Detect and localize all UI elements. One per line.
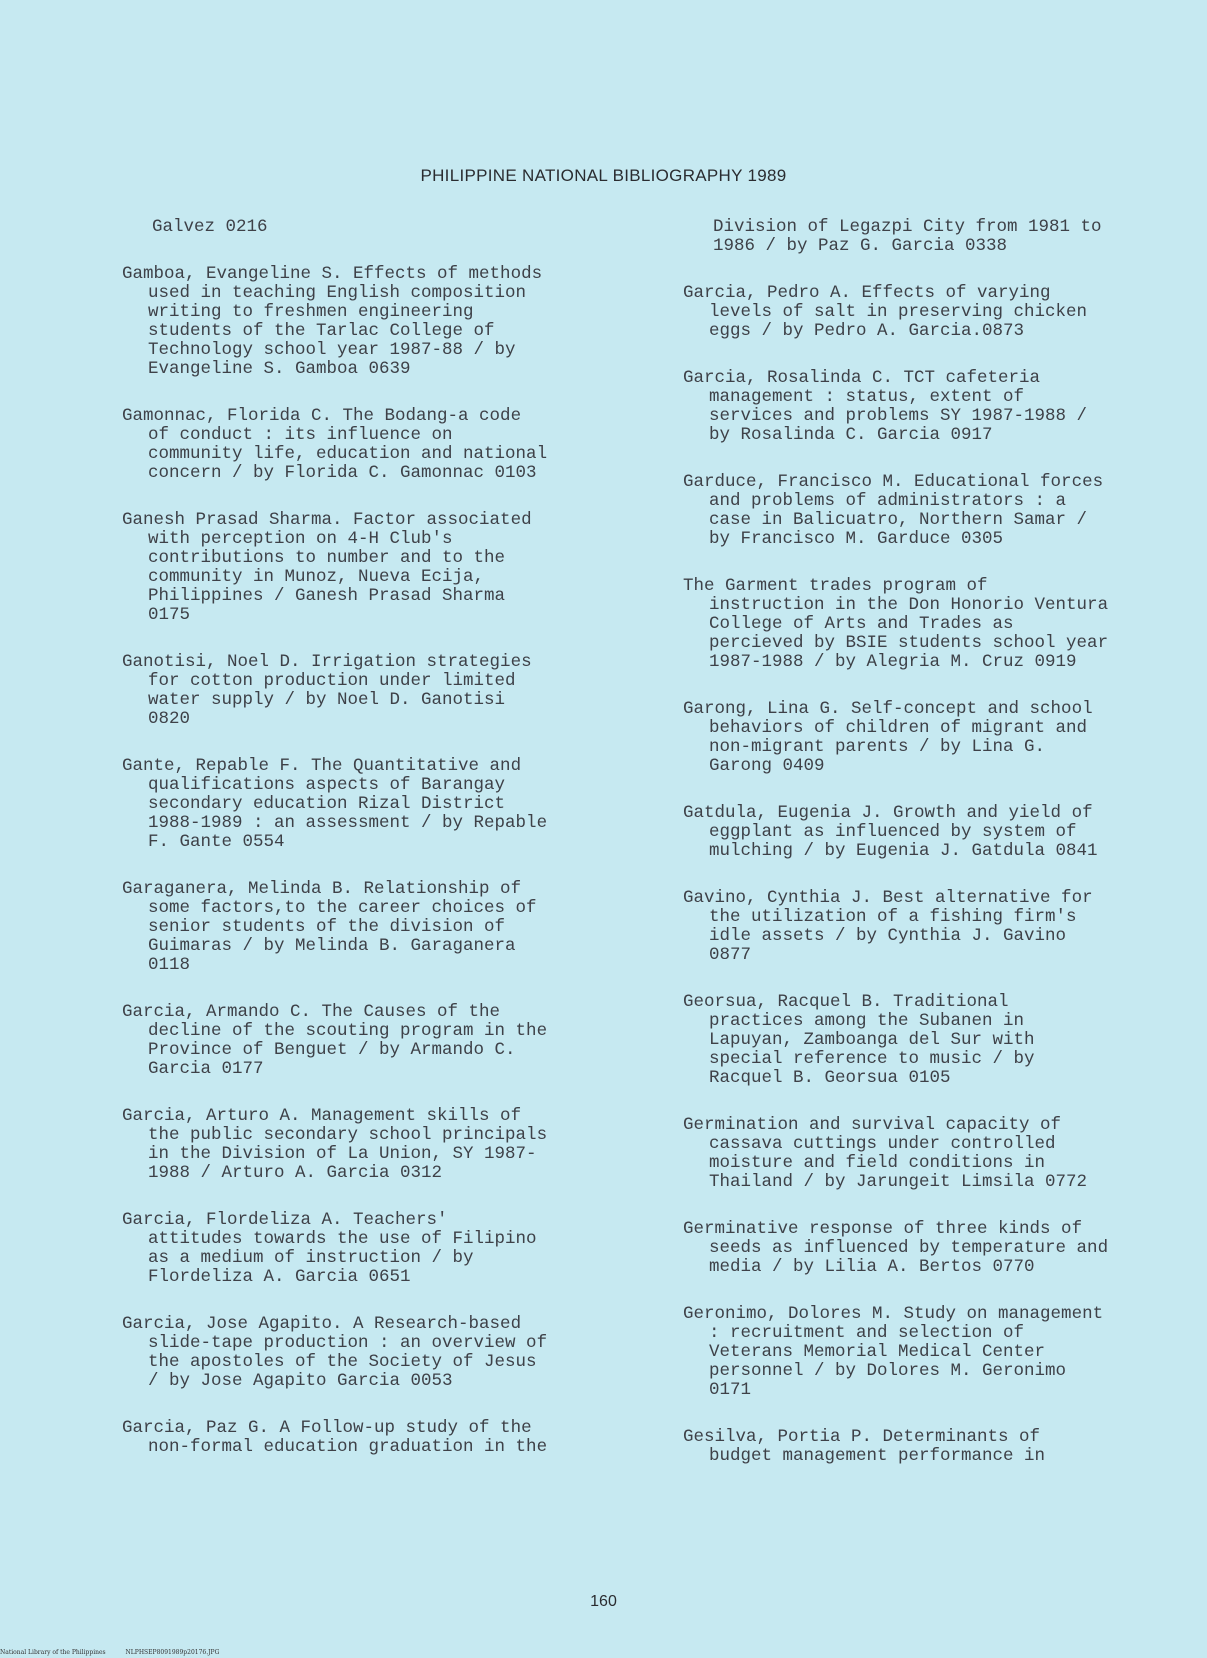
bibliography-entry: Germinative response of three kinds of seeds as influenced by temperature and media / by Lilia A. Bertos 0770 — [683, 1219, 1109, 1277]
bibliography-entry: Gavino, Cynthia J. Best alternative for the utilization of a fishing firm's idle assets / by Cynthia J. Gavino 0877 — [683, 888, 1093, 965]
left-column — [122, 218, 642, 1485]
bibliography-entry: Garcia, Paz G. A Follow-up study of the non-formal education graduation in the — [122, 1418, 548, 1457]
bibliography-entry: Georsua, Racquel B. Traditional practices among the Subanen in Lapuyan, Zamboanga del Sur with special reference to music / by Racquel B. Georsua 0105 — [683, 992, 1035, 1088]
bibliography-entry: Germination and survival capacity of cassava cuttings under controlled moisture and field conditions in Thailand / by Jarungeit Limsila 0772 — [683, 1115, 1088, 1192]
bibliography-entry: Gamonnac, Florida C. The Bodang-a code of conduct : its influence on community life, education and national concern / by Florida C. Gamonnac 0103 — [122, 406, 548, 483]
bibliography-entry: Garcia, Flordeliza A. Teachers' attitudes towards the use of Filipino as a medium of instruction / by Flordeliza A. Garcia 0651 — [122, 1210, 537, 1287]
footer-library: National Library of the Philippines — [0, 1649, 106, 1656]
bibliography-entry: Garong, Lina G. Self-concept and school behaviors of children of migrant and non-migrant parents / by Lina G. Garong 0409 — [683, 699, 1093, 776]
page-number: 160 — [590, 1593, 617, 1610]
bibliography-entry: Gesilva, Portia P. Determinants of budget management performance in — [683, 1427, 1046, 1466]
scan-footer — [0, 1649, 237, 1656]
bibliography-entry: Garcia, Jose Agapito. A Research-based slide-tape production : an overview of the apostoles of the Society of Jesus / by Jose Agapito Garcia 0053 — [122, 1314, 548, 1391]
bibliography-entry: Ganesh Prasad Sharma. Factor associated with perception on 4-H Club's contributions to number and to the community in Munoz, Nueva Ecija, Philippines / Ganesh Prasad Sharma 0175 — [122, 510, 532, 625]
bibliography-entry: The Garment trades program of instruction in the Don Honorio Ventura College of Arts and Trades as percieved by BSIE students school year 1987-1988 / by Alegria M. Cruz 0919 — [683, 576, 1109, 672]
bibliography-entry: Gante, Repable F. The Quantitative and qualifications aspects of Barangay secondary education Rizal District 1988-1989 : an assessment / by Repable F. Gante 0554 — [122, 756, 548, 852]
bibliography-entry: Geronimo, Dolores M. Study on management : recruitment and selection of Veterans Memorial Medical Center personnel / by Dolores M. Geronimo 0171 — [683, 1304, 1104, 1400]
footer-file-id: NLPHSEP8091989p20176.JPG — [125, 1649, 220, 1656]
right-column — [683, 218, 1193, 1494]
bibliography-entry: Garcia, Pedro A. Effects of varying levels of salt in preserving chicken eggs / by Pedro A. Garcia.0873 — [683, 283, 1088, 341]
bibliography-entry: Division of Legazpi City from 1981 to 1986 / by Paz G. Garcia 0338 — [713, 217, 1102, 256]
bibliography-entry: Garcia, Arturo A. Management skills of the public secondary school principals in the Division of La Union, SY 1987- 1988 / Arturo A. Garcia 0312 — [122, 1106, 548, 1183]
bibliography-entry: Garduce, Francisco M. Educational forces and problems of administrators : a case in Balicuatro, Northern Samar / by Francisco M. Garduce 0305 — [683, 472, 1104, 549]
bibliography-entry: Garcia, Armando C. The Causes of the decline of the scouting program in the Province of Benguet / by Armando C. Garcia 0177 — [122, 1002, 548, 1079]
bibliography-entry: Gamboa, Evangeline S. Effects of methods used in teaching English composition writing to freshmen engineering students of the Tarlac College of Technology school year 1987-88 / by Evangeline S. Gamboa 0639 — [122, 264, 543, 379]
bibliography-entry: Garaganera, Melinda B. Relationship of some factors,to the career choices of senior students of the division of Guimaras / by Melinda B. Garaganera 0118 — [122, 879, 537, 975]
bibliography-entry: Galvez 0216 — [152, 217, 268, 237]
bibliography-entry: Ganotisi, Noel D. Irrigation strategies for cotton production under limited water supply / by Noel D. Ganotisi 0820 — [122, 652, 532, 729]
page-title: PHILIPPINE NATIONAL BIBLIOGRAPHY 1989 — [420, 166, 787, 185]
bibliography-entry: Garcia, Rosalinda C. TCT cafeteria management : status, extent of services and problems SY 1987-1988 / by Rosalinda C. Garcia 0917 — [683, 368, 1088, 445]
bibliography-entry: Gatdula, Eugenia J. Growth and yield of eggplant as influenced by system of mulching / by Eugenia J. Gatdula 0841 — [683, 803, 1098, 861]
